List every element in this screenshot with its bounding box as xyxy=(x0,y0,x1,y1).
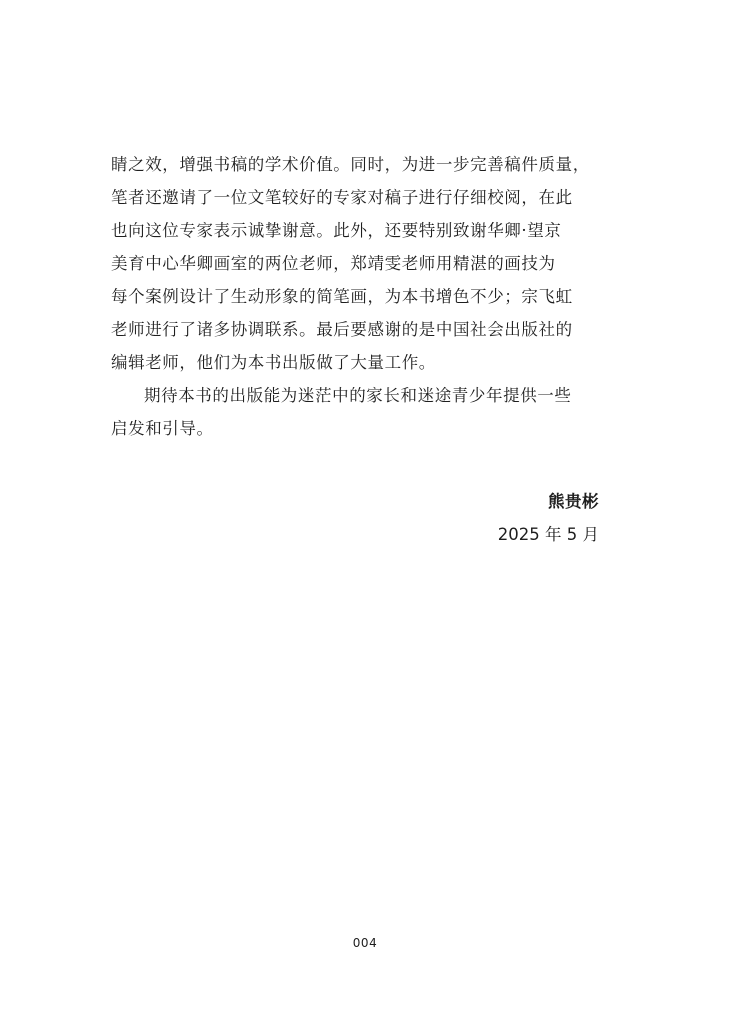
text-line: 编辑老师，他们为本书出版做了大量工作。 xyxy=(111,353,436,372)
text-line: 也向这位专家表示诚挚谢意。此外，还要特别致谢华卿·望京 xyxy=(111,221,562,240)
body-text xyxy=(111,148,603,445)
signature-block xyxy=(498,485,599,551)
paragraph-first-line: 期待本书的出版能为迷茫中的家长和迷途青少年提供一些 xyxy=(144,386,572,405)
text-line: 美育中心华卿画室的两位老师，郑靖雯老师用精湛的画技为 xyxy=(111,254,556,273)
author-name: 熊贵彬 xyxy=(548,492,599,511)
text-line: 睛之效，增强书稿的学术价值。同时，为进一步完善稿件质量， xyxy=(111,155,590,174)
page-number: 004 xyxy=(352,936,378,950)
text-line: 老师进行了诸多协调联系。最后要感谢的是中国社会出版社的 xyxy=(111,320,573,339)
signature-date: 2025 年 5 月 xyxy=(497,525,599,544)
text-line: 每个案例设计了生动形象的简笔画，为本书增色不少；宗飞虹 xyxy=(111,287,573,306)
text-line: 启发和引导。 xyxy=(111,419,214,438)
text-line: 笔者还邀请了一位文笔较好的专家对稿子进行仔细校阅，在此 xyxy=(111,188,573,207)
